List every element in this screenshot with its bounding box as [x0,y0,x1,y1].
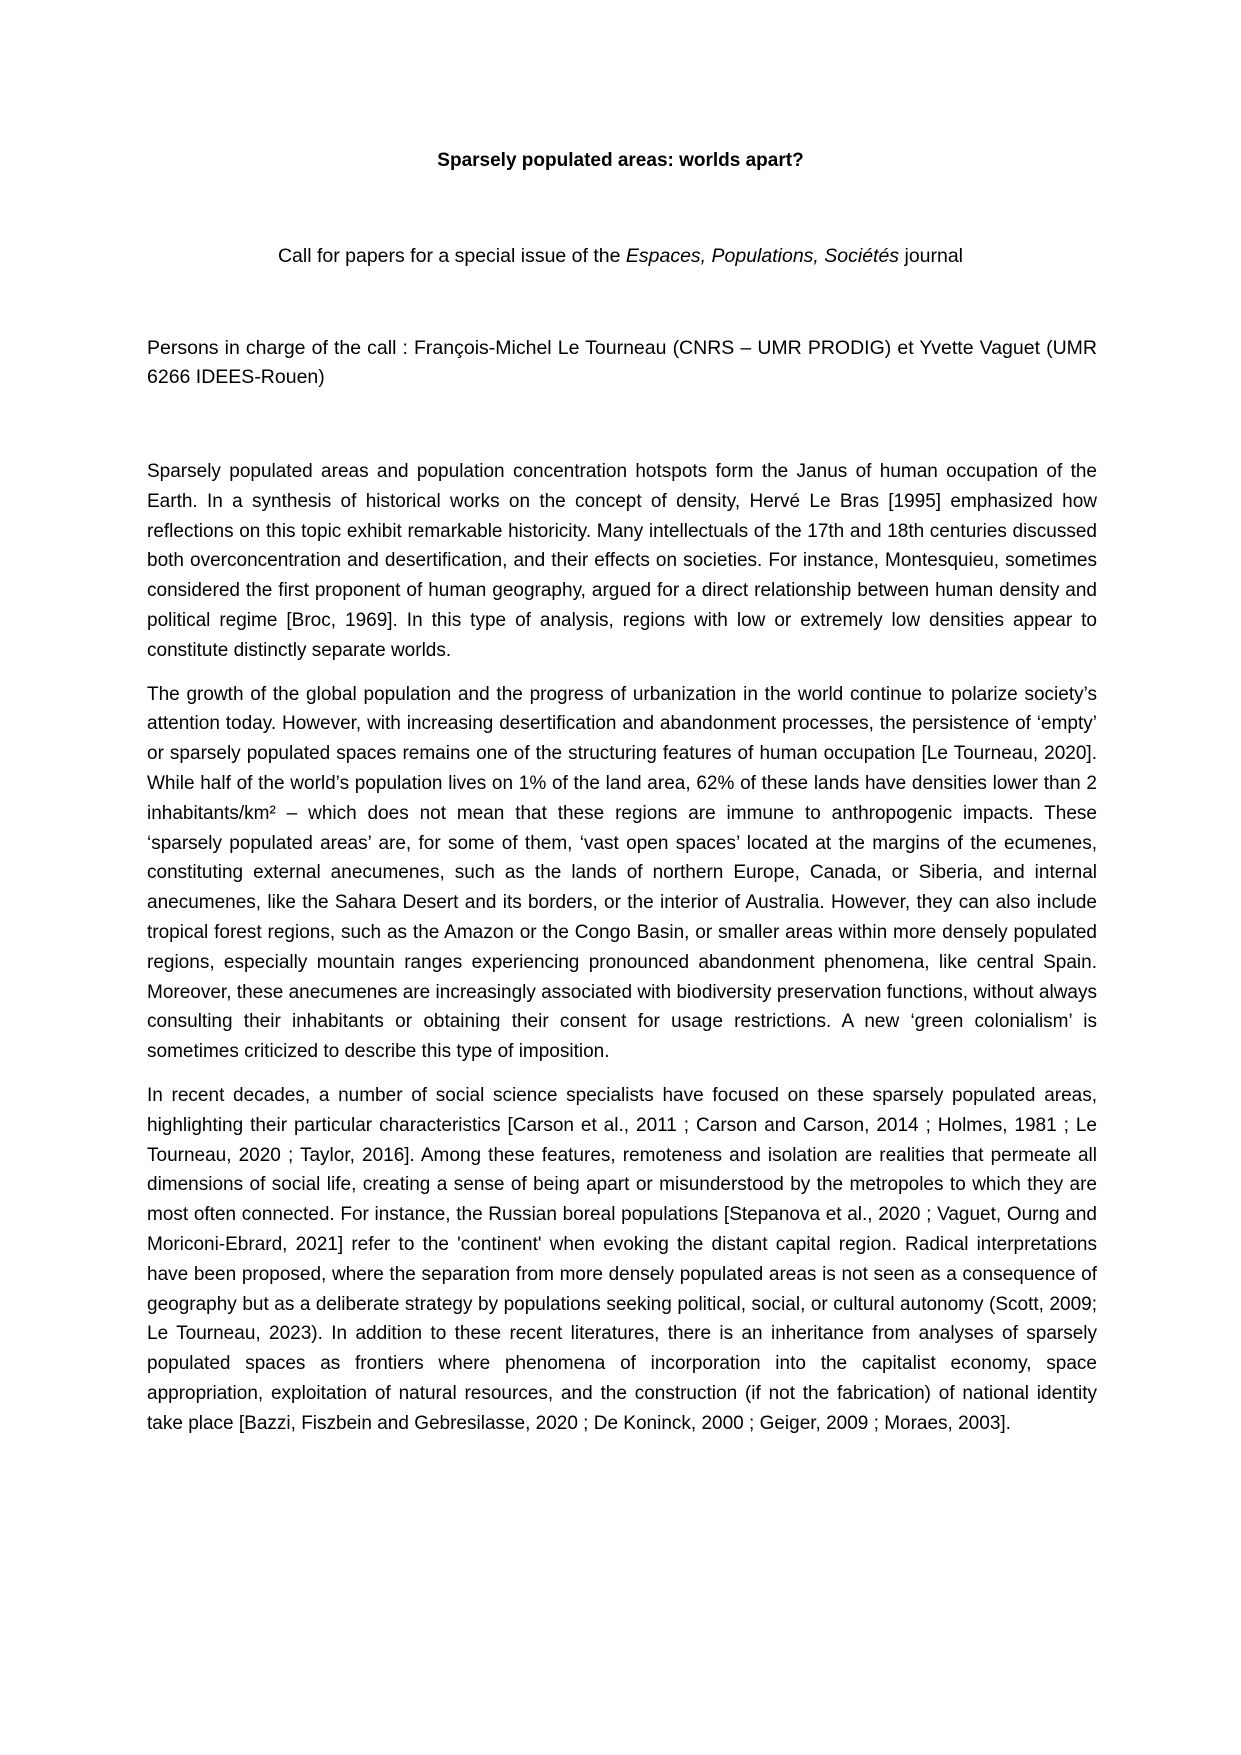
body-text [147,457,1097,1453]
persons-in-charge: Persons in charge of the call : François-Michel Le Tourneau (CNRS – UMR PRODIG) et Yvette Vaguet (UMR 6266 IDEES-Rouen) [147,337,1097,388]
subtitle-text: Call for papers for a special issue of the [277,245,626,267]
paragraph-2: The growth of the global population and the progress of urbanization in the world continue to polarize society’s attention today. However, with increasing desertification and abandonment processes, the persistence of ‘empty’ or sparsely populated spaces remains one of the structuring features of human occupation [Le Tourneau, 2020]. While half of the world’s population lives on 1% of the land area, 62% of these lands have densities lower than 2 inhabitants/km² – which does not mean that these regions are immune to anthropogenic impacts. These ‘sparsely populated areas’ are, for some of them, ‘vast open spaces’ located at the margins of the ecumenes, constituting external anecumenes, such as the lands of northern Europe, Canada, or Siberia, and internal anecumenes, like the Sahara Desert and its borders, or the interior of Australia. However, they can also include tropical forest regions, such as the Amazon or the Congo Basin, or smaller areas within more densely populated regions, especially mountain ranges experiencing pronounced abandonment phenomena, like central Spain. Moreover, these anecumenes are increasingly associated with biodiversity preservation functions, without always consulting their inhabitants or obtaining their consent for usage restrictions. A new ‘green colonialism’ is sometimes criticized to describe this type of imposition. [147,683,1097,1063]
document-subtitle [0,243,1241,269]
paragraph-1: Sparsely populated areas and population concentration hotspots form the Janus of human occupation of the Earth. In a synthesis of historical works on the concept of density, Hervé Le Bras [1995] emphasized how reflections on this topic exhibit remarkable historicity. Many intellectuals of the 17th and 18th centuries discussed both overconcentration and desertification, and their effects on societies. For instance, Montesquieu, sometimes considered the first proponent of human geography, argued for a direct relationship between human density and political regime [Broc, 1969]. In this type of analysis, regions with low or extremely low densities appear to constitute distinctly separate worlds. [147,461,1097,661]
paragraph-3: In recent decades, a number of social science specialists have focused on these sparsely populated areas, highlighting their particular characteristics [Carson et al., 2011 ; Carson and Carson, 2014 ; Holmes, 1981 ; Le Tourneau, 2020 ; Taylor, 2016]. Among these features, remoteness and isolation are realities that permeate all dimensions of social life, creating a sense of being apart or misunderstood by the metropoles to which they are most often connected. For instance, the Russian boreal populations [Stepanova et al., 2020 ; Vaguet, Ourng and Moriconi-Ebrard, 2021] refer to the 'continent' when evoking the distant capital region. Radical interpretations have been proposed, where the separation from more densely populated areas is not seen as a consequence of geography but as a deliberate strategy by populations seeking political, social, or cultural autonomy (Scott, 2009; Le Tourneau, 2023). In addition to these recent literatures, there is an inheritance from analyses of sparsely populated spaces as frontiers where phenomena of incorporation into the capitalist economy, space appropriation, exploitation of natural resources, and the construction (if not the fabrication) of national identity take place [Bazzi, Fiszbein and Gebresilasse, 2020 ; De Koninck, 2000 ; Geiger, 2009 ; Moraes, 2003]. [147,1084,1097,1434]
subtitle-suffix: journal [899,245,964,267]
document-title: Sparsely populated areas: worlds apart? [437,150,804,171]
journal-name: Espaces, Populations, Sociétés [625,245,900,267]
